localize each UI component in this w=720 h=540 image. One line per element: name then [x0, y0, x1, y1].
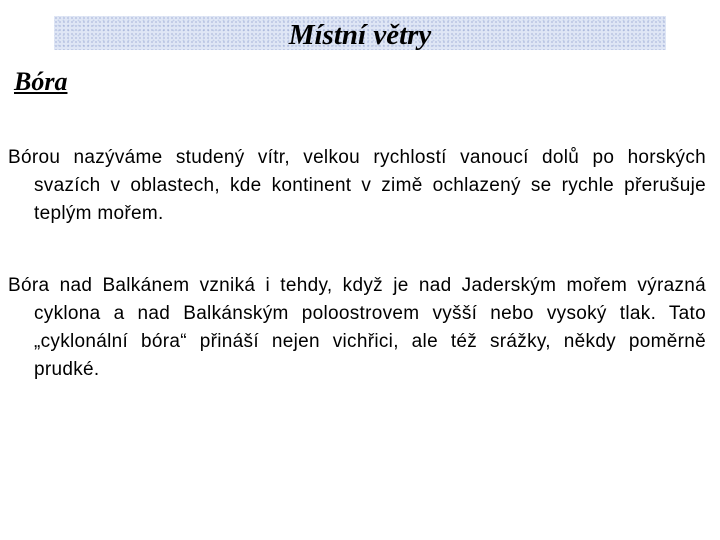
paragraph-bora-balkan: Bóra nad Balkánem vzniká i tehdy, když je nad Jaderským mořem výrazná cyklona a nad Balkánským poloostrovem vyšší nebo vysoký tlak. Tato „cyklonální bóra“ přináší nejen vichřici, ale též srážky, někdy poměrně prudké.: [8, 275, 706, 380]
section-heading: Bóra: [14, 67, 68, 96]
paragraph-bora-definition: Bórou nazýváme studený vítr, velkou rychlostí vanoucí dolů po horských svazích v oblastech, kde kontinent v zimě ochlazený se rychle přerušuje teplým mořem.: [8, 147, 706, 224]
title-banner: [54, 16, 666, 50]
page-title: Místní větry: [288, 19, 432, 51]
